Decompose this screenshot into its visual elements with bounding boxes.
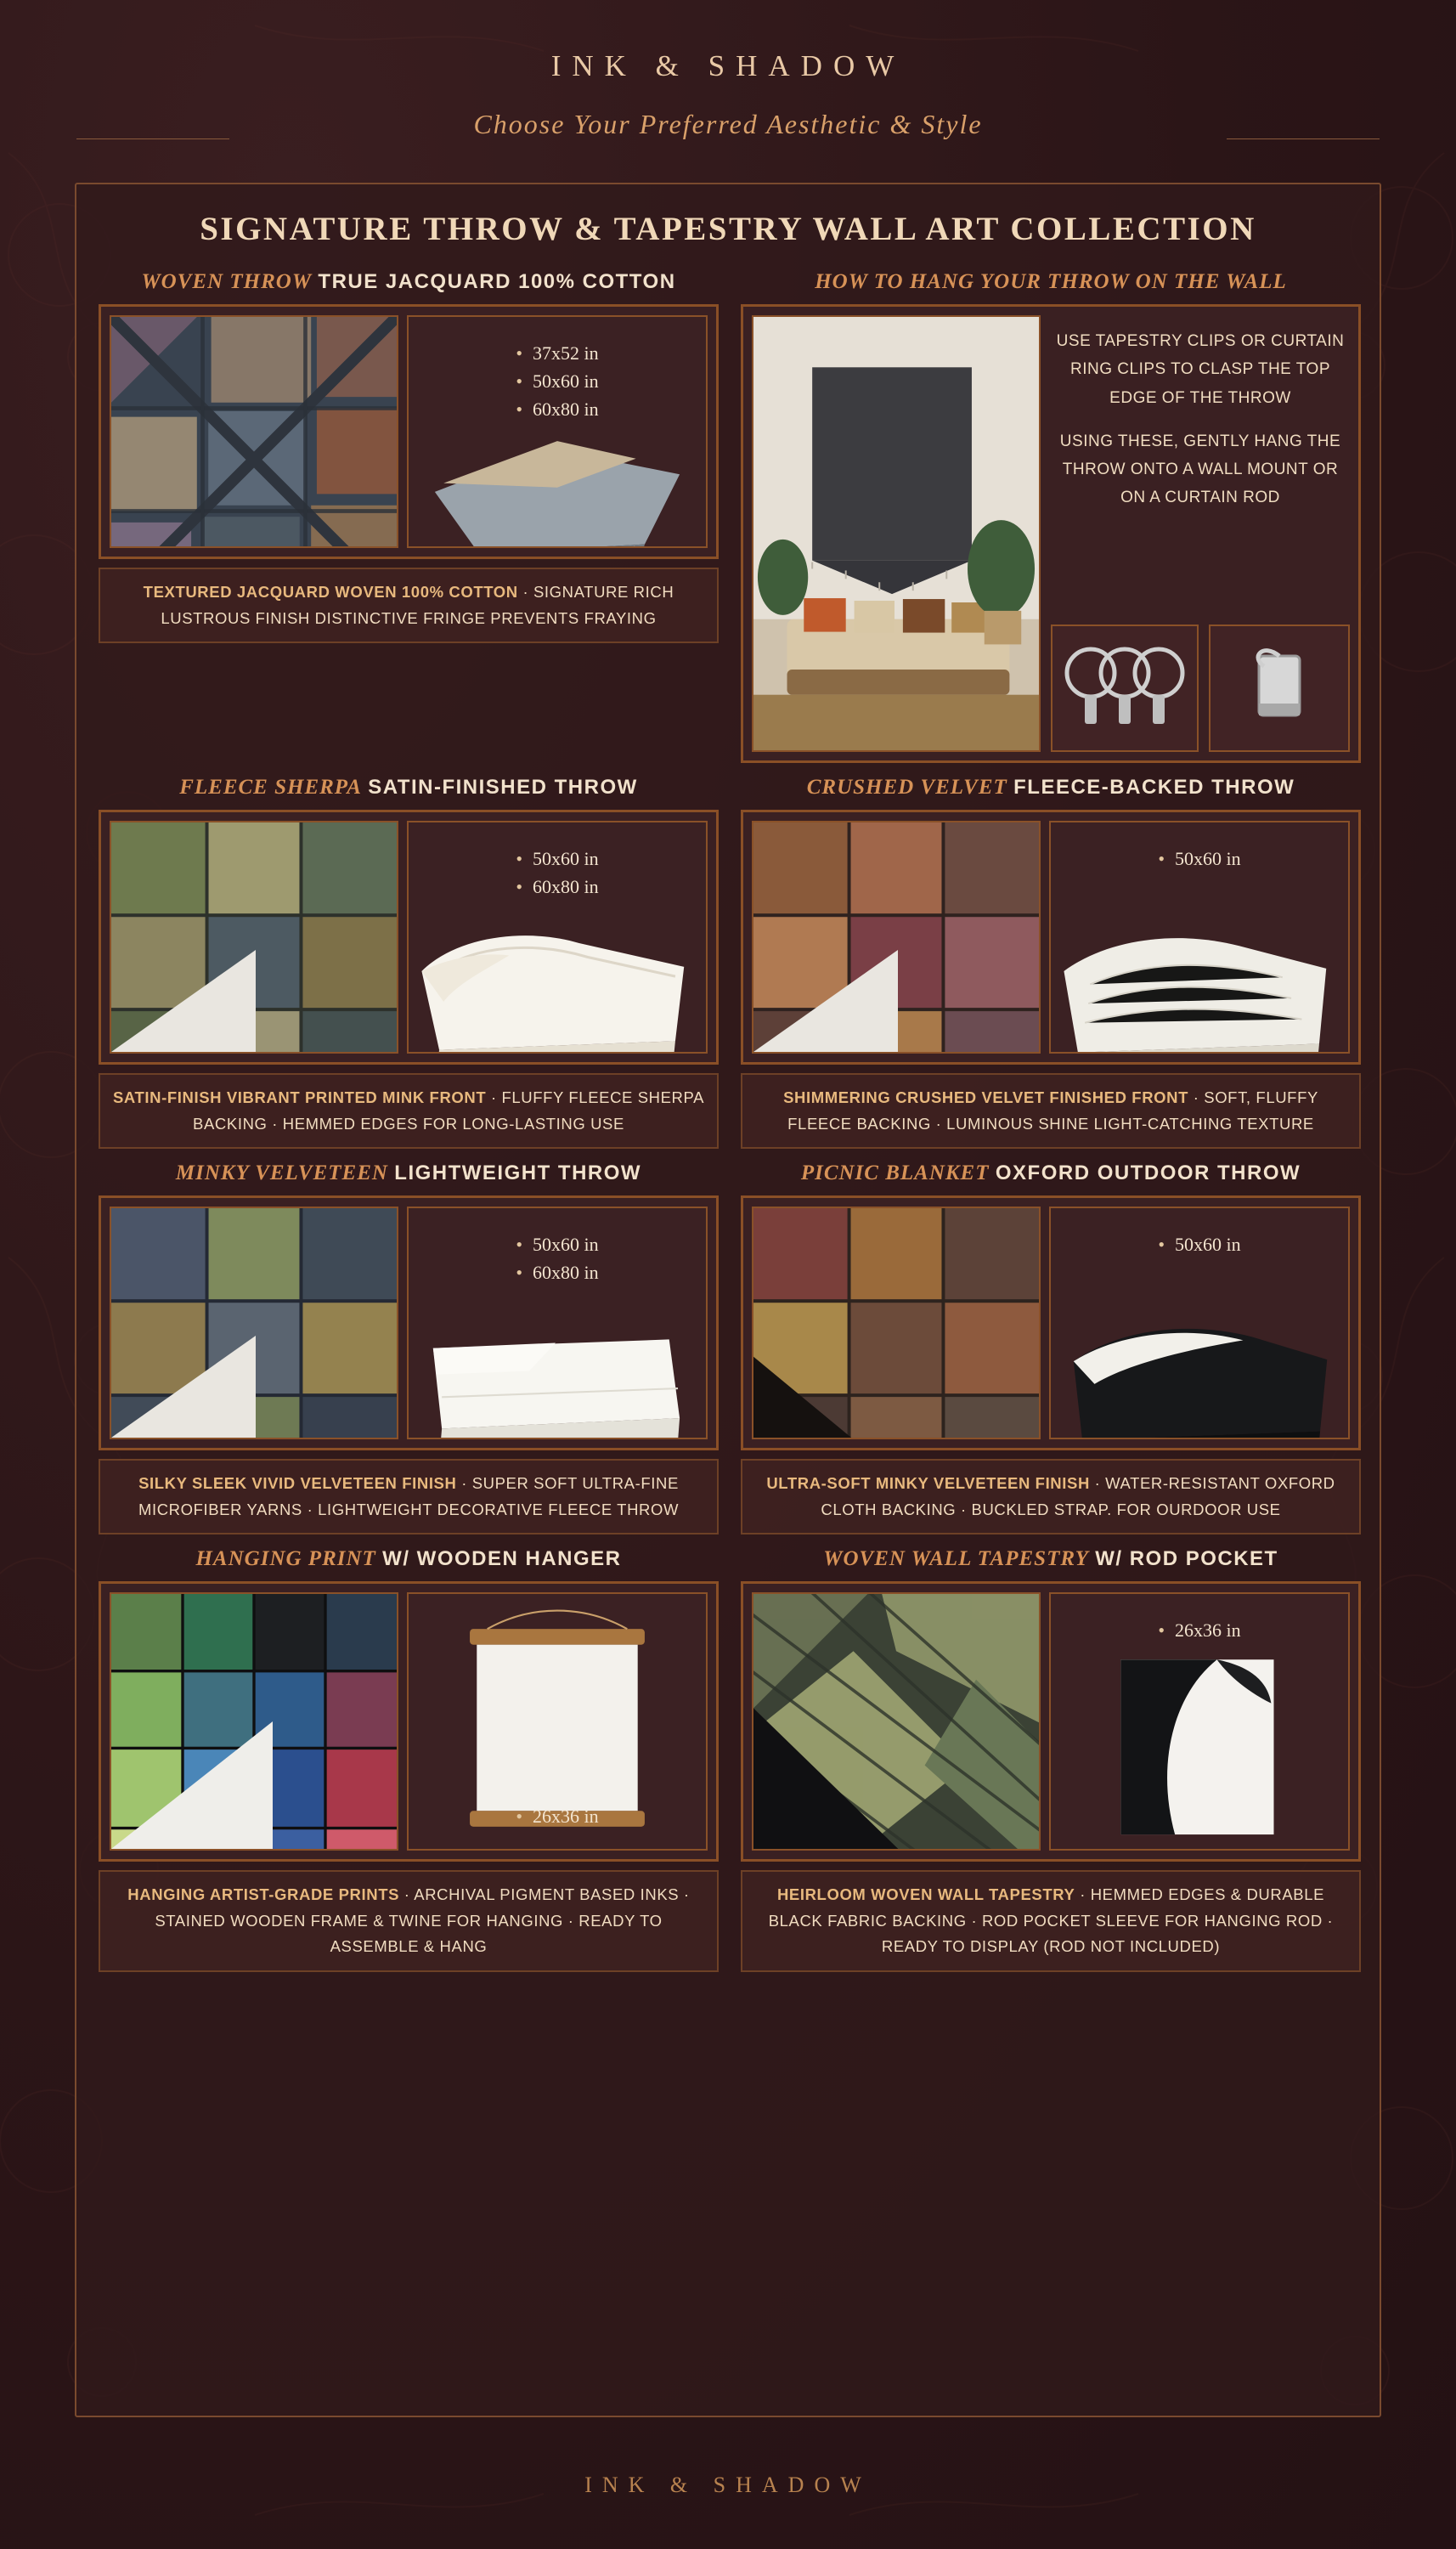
size-option: • 50x60 in [409,845,706,873]
sections-grid [99,269,1361,1984]
heading-plain: W/ ROD POCKET [1095,1547,1278,1571]
room-photo [752,315,1041,752]
description-bold: SHIMMERING CRUSHED VELVET FINISHED FRONT [783,1088,1189,1106]
folded-velvet-throw-art [1051,822,1348,1054]
section-description [741,1073,1361,1149]
clip-art [1228,637,1330,739]
section-heading [741,1546,1361,1571]
brand-tagline: Choose Your Preferred Aesthetic & Style [473,109,983,139]
tapestry-backing-image [1049,1592,1350,1851]
folded-product-image [407,315,708,548]
heading-italic: FLEECE SHERPA [179,776,362,799]
size-option: • 50x60 in [409,367,706,395]
section-heading [99,269,719,294]
description-bold: SILKY SLEEK VIVID VELVETEEN FINISH [138,1474,457,1493]
instruction-paragraph-1: USE TAPESTRY CLIPS OR CURTAIN RING CLIPS TO CLASP THE TOP EDGE OF THE THROW [1056,332,1345,407]
print-fold-corner [111,1721,273,1849]
folded-product-image [1049,821,1350,1054]
folded-minky-throw-art [409,1208,706,1439]
picnic-pattern-art [753,1208,1039,1439]
pattern-swatch-image [110,821,398,1054]
tapestry-clip-icon [1209,625,1350,752]
size-option: • 60x80 in [409,1258,706,1286]
page-title: SIGNATURE THROW & TAPESTRY WALL ART COLLECTION [200,211,1256,247]
heading-italic: HOW TO HANG YOUR THROW ON THE WALL [815,270,1287,293]
size-option: • 60x80 in [409,395,706,423]
folded-woven-throw-art [409,317,706,548]
rod-pocket-art [1051,1594,1348,1851]
size-option: • 26x36 in [1051,1616,1348,1644]
section-heading [741,1161,1361,1185]
size-option: • 50x60 in [1051,1230,1348,1258]
section-description [741,1870,1361,1972]
description-bold: HANGING ARTIST-GRADE PRINTS [127,1885,400,1904]
folded-picnic-blanket-art [1051,1208,1348,1439]
folded-product-image [407,821,708,1054]
description-bold: ULTRA-SOFT MINKY VELVETEEN FINISH [766,1474,1090,1493]
description-bold: SATIN-FINISH VIBRANT PRINTED MINK FRONT [112,1088,487,1106]
folded-product-image [407,1207,708,1439]
heading-italic: WOVEN THROW [141,270,313,293]
heading-italic: CRUSHED VELVET [806,776,1007,799]
heading-italic: PICNIC BLANKET [800,1161,990,1185]
curtain-ring-clips-icon [1051,625,1199,752]
row-4 [99,1546,1361,1972]
how-to-hang-text-column [1051,315,1350,752]
heading-plain: W/ WOODEN HANGER [382,1547,622,1571]
product-images [741,1195,1361,1450]
section-heading [99,1161,719,1185]
section-woven-wall-tapestry [741,1546,1361,1972]
product-images [741,810,1361,1065]
heading-italic: WOVEN WALL TAPESTRY [823,1547,1089,1571]
pattern-swatch-image [110,1592,398,1851]
description-rest: · SUPER SOFT ULTRA-FINE MICROFIBER YARNS · LIGHTWEIGHT DECORATIVE FLEECE THROW [138,1474,680,1518]
pattern-swatch-image [752,1207,1041,1439]
room-scene-art [753,317,1039,752]
row-2 [99,775,1361,1149]
divider-left [76,138,229,139]
ring-clips-art [1052,637,1197,739]
heading-plain: SATIN-FINISHED THROW [368,776,638,799]
description-bold: TEXTURED JACQUARD WOVEN 100% COTTON [143,583,518,601]
section-how-to-hang [741,269,1361,763]
section-heading [741,775,1361,800]
description-rest: · SOFT, FLUFFY FLEECE BACKING · LUMINOUS SHINE LIGHT-CATCHING TEXTURE [787,1088,1318,1133]
section-woven-throw [99,269,719,763]
heading-plain: OXFORD OUTDOOR THROW [995,1161,1301,1185]
size-option: • 50x60 in [409,1230,706,1258]
description-rest: · FLUFFY FLEECE SHERPA BACKING · HEMMED EDGES FOR LONG-LASTING USE [193,1088,705,1133]
description-rest: · WATER-RESISTANT OXFORD CLOTH BACKING · BUCKLED STRAP. FOR OURDOOR USE [821,1474,1335,1518]
section-description [99,1073,719,1149]
size-option: • 60x80 in [409,873,706,901]
heading-italic: MINKY VELVETEEN [175,1161,388,1185]
tapestry-pattern-art [753,1594,1039,1851]
jacquard-pattern-art [111,317,397,548]
folded-product-image [1049,1207,1350,1439]
fabric-fold-corner [111,950,256,1052]
section-picnic-blanket [741,1161,1361,1534]
section-hanging-print [99,1546,719,1972]
size-option: • 50x60 in [1051,845,1348,873]
heading-plain: TRUE JACQUARD 100% COTTON [318,270,676,293]
section-minky-velveteen [99,1161,719,1534]
pattern-swatch-image [752,821,1041,1054]
section-fleece-sherpa [99,775,719,1149]
section-crushed-velvet [741,775,1361,1149]
section-heading [99,775,719,800]
description-rest: · ARCHIVAL PIGMENT BASED INKS · STAINED WOODEN FRAME & TWINE FOR HANGING · READY TO ASSEMBLE & HANG [155,1885,690,1956]
how-to-hang-box [741,304,1361,763]
product-images [99,304,719,559]
product-images [99,1581,719,1862]
brand-title: INK & SHADOW [550,49,906,82]
size-option: • 26x36 in [409,1802,706,1830]
instruction-paragraph-2: USING THESE, GENTLY HANG THE THROW ONTO A WALL MOUNT OR ON A CURTAIN ROD [1059,432,1341,507]
footer-brand: INK & SHADOW [584,2473,872,2497]
section-description [99,1870,719,1972]
hanging-print-image [407,1592,708,1851]
product-images [99,810,719,1065]
row-3 [99,1161,1361,1534]
section-heading [741,269,1361,294]
fabric-fold-corner [111,1336,256,1438]
hardware-icons [1051,625,1350,752]
heading-plain: LIGHTWEIGHT THROW [394,1161,642,1185]
collection-card [75,183,1381,2417]
folded-sherpa-throw-art [409,822,706,1054]
divider-right [1227,138,1380,139]
product-images [741,1581,1361,1862]
description-bold: HEIRLOOM WOVEN WALL TAPESTRY [776,1885,1075,1904]
section-heading [99,1546,719,1571]
fabric-fold-corner [753,950,898,1052]
section-description [99,568,719,643]
size-list [409,1802,706,1830]
pattern-swatch-image [110,315,398,548]
heading-plain: FLEECE-BACKED THROW [1013,776,1295,799]
heading-italic: HANGING PRINT [195,1547,376,1571]
instructions [1051,315,1350,512]
pattern-swatch-image [752,1592,1041,1851]
product-images [99,1195,719,1450]
size-option: • 37x52 in [409,339,706,367]
pattern-swatch-image [110,1207,398,1439]
description-rest: · SIGNATURE RICH LUSTROUS FINISH DISTINCTIVE FRINGE PREVENTS FRAYING [161,583,674,627]
description-rest: · HEMMED EDGES & DURABLE BLACK FABRIC BACKING · ROD POCKET SLEEVE FOR HANGING ROD · READY TO DISPLAY (ROD NOT INCLUDED) [768,1885,1334,1956]
row-1 [99,269,1361,763]
section-description [741,1459,1361,1534]
section-description [99,1459,719,1534]
